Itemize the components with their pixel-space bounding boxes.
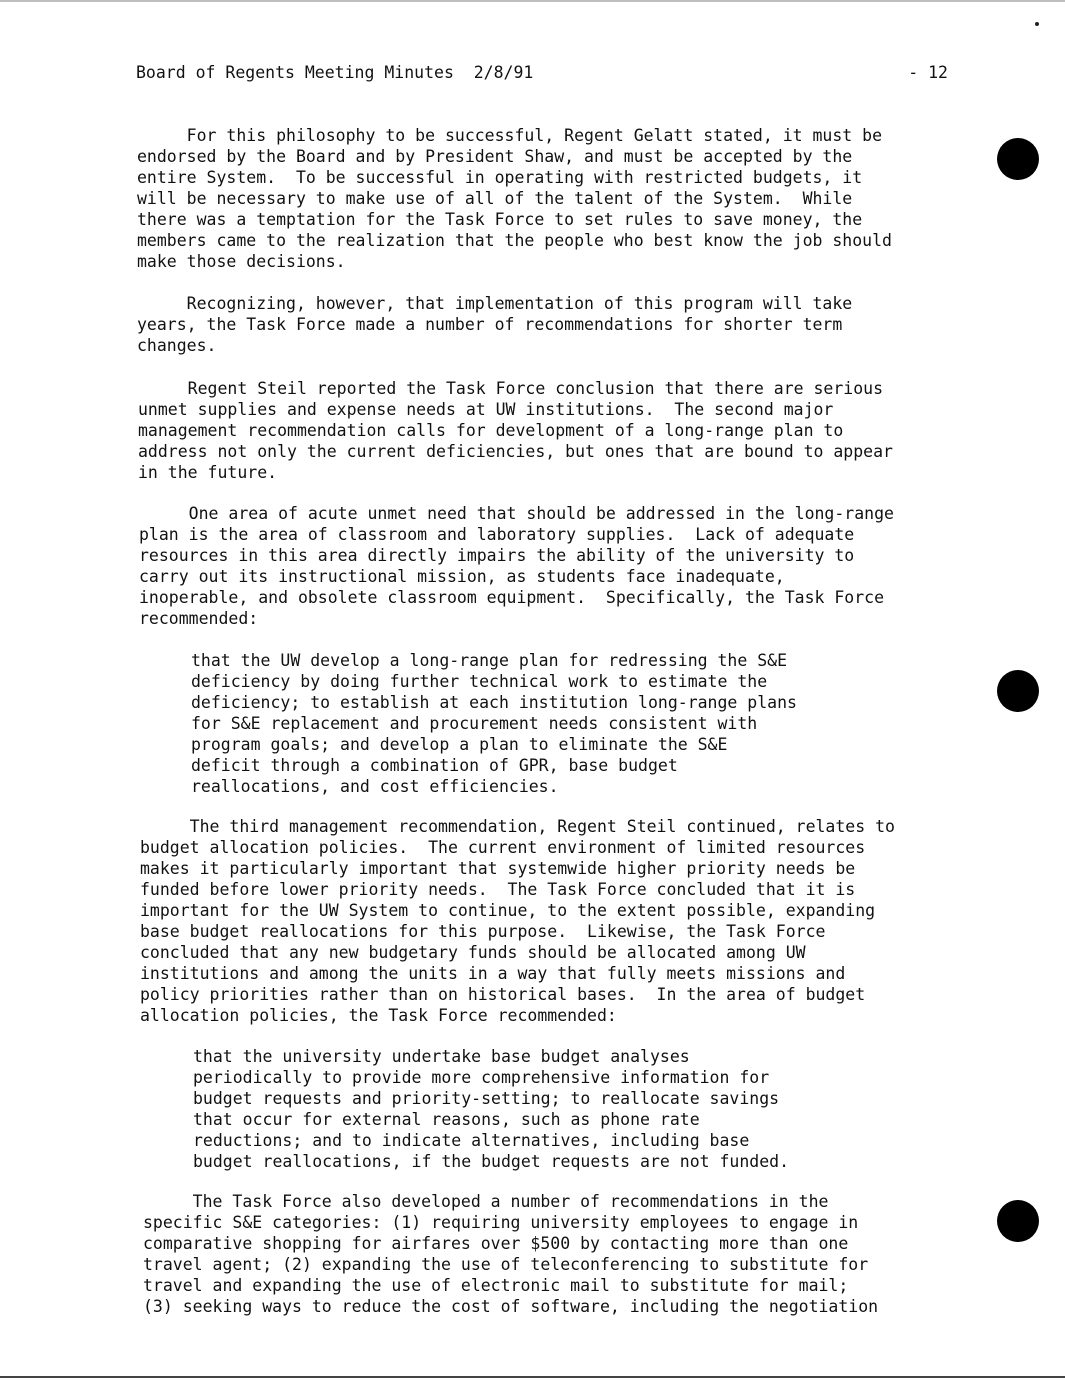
recommendation-base-budget: that the university undertake base budget analyses periodically to provide more comprehensive information for budget requests and priority-setting; to reallocate savings that occur for external reasons, such as phone rate reductions; and to indicate alternatives, including base budget reallocations, if the budget requests are not funded.	[193, 1047, 790, 1171]
recommendation-s-and-e: that the UW develop a long-range plan for redressing the S&E deficiency by doing further technical work to estimate the deficiency; to establish at each institution long-range plans for S&E replacement and procurement needs consistent with program goals; and develop a plan to eliminate the S&E deficit through a combination of GPR, base budget reallocations, and cost efficiencies.	[191, 651, 797, 796]
paragraph-acute-need: One area of acute unmet need that should be addressed in the long-range plan is the area of classroom and laboratory supplies. Lack of adequate resources in this area directly impairs the ability of the university to carry out its instructional mission, as students face inadequate, inoperable, and obsolete classroom equipment. Specifically, the Task Force recommended:	[139, 504, 894, 628]
page-number: - 12	[908, 63, 948, 82]
scan-bottom-edge	[0, 1376, 1065, 1378]
paragraph-s-and-e-categories: The Task Force also developed a number of recommendations in the specific S&E categories: (1) requiring university employees to engage in comparative shopping for airfares over $500 by contacting more than one travel agent; (2) expanding the use of teleconferencing to substitute for travel and expanding the use of electronic mail to substitute for mail; (3) seeking ways to reduce the cost of software, including the negotiation	[143, 1192, 879, 1316]
document-title: Board of Regents Meeting Minutes 2/8/91	[136, 63, 534, 82]
binder-hole-bottom	[997, 1200, 1039, 1242]
page-header	[136, 62, 948, 86]
binder-hole-middle	[997, 670, 1039, 712]
paragraph-shorter-term: Recognizing, however, that implementation of this program will take years, the Task Force made a number of recommendations for shorter term changes.	[137, 294, 853, 355]
paragraph-unmet-needs: Regent Steil reported the Task Force conclusion that there are serious unmet supplies and expense needs at UW institutions. The second major management recommendation calls for development of a long-range plan to address not only the current deficiencies, but ones that are bound to appear in the future.	[138, 379, 893, 482]
paragraph-philosophy: For this philosophy to be successful, Regent Gelatt stated, it must be endorsed by the Board and by President Shaw, and must be accepted by the entire System. To be successful in operating with restricted budgets, it will be necessary to make use of all of the talent of the System. While there was a temptation for the Task Force to set rules to save money, the members came to the realization that the people who best know the job should make those decisions.	[137, 126, 892, 271]
scan-speck	[1035, 22, 1039, 26]
paragraph-budget-allocation: The third management recommendation, Regent Steil continued, relates to budget allocation policies. The current environment of limited resources makes it particularly important that systemwide higher priority needs be funded before lower priority needs. The Task Force concluded that it is important for the UW System to continue, to the extent possible, expanding base budget reallocations for this purpose. Likewise, the Task Force concluded that any new budgetary funds should be allocated among UW institutions and among the units in a way that fully meets missions and policy priorities rather than on historical bases. In the area of budget allocation policies, the Task Force recommended:	[140, 817, 895, 1025]
binder-hole-top	[997, 138, 1039, 180]
scan-top-edge	[0, 0, 1065, 2]
